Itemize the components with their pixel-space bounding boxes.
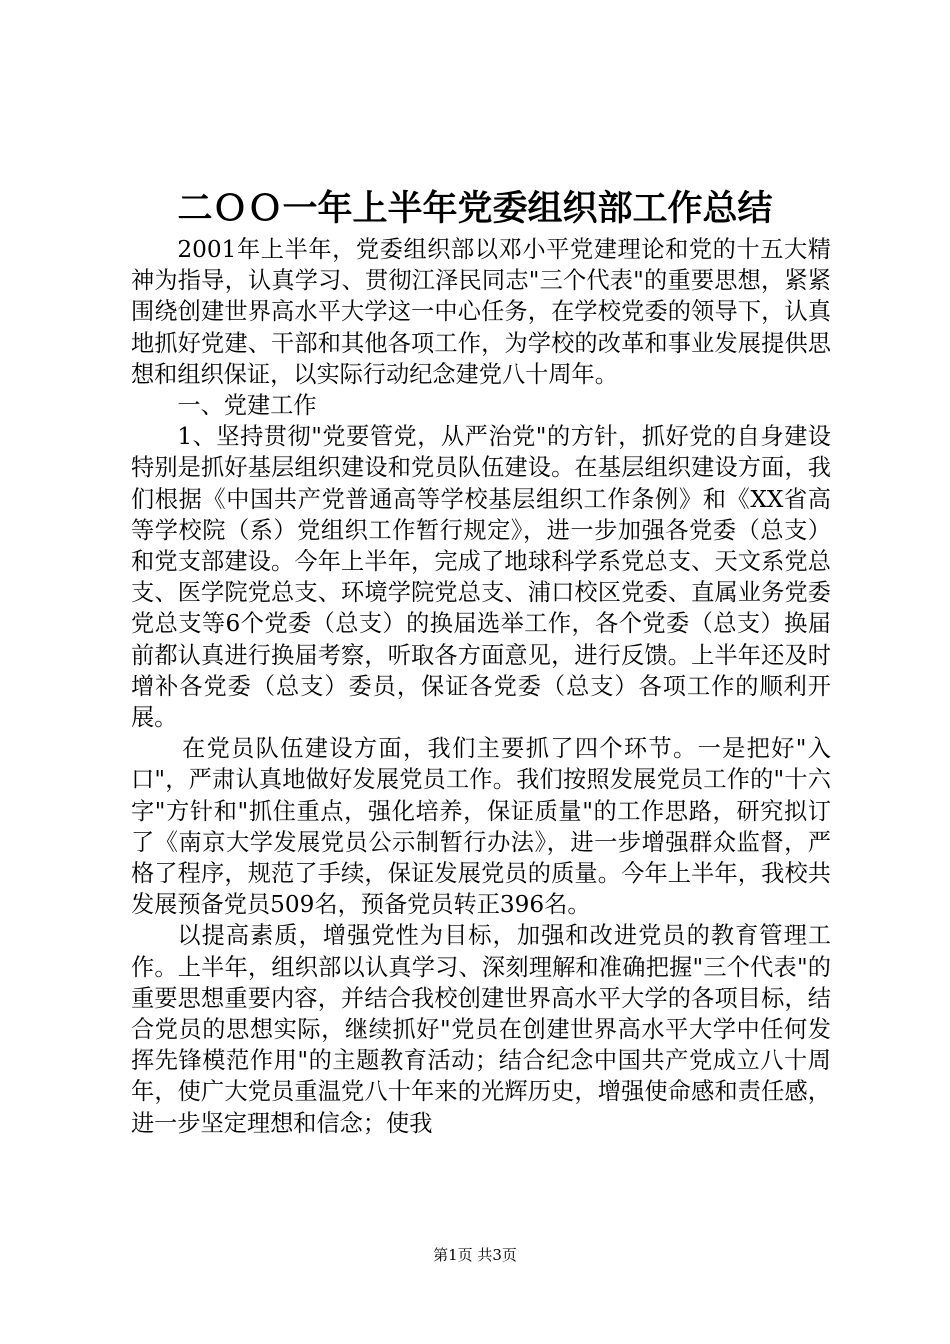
paragraph-intro: 2001年上半年，党委组织部以邓小平党建理论和党的十五大精神为指导，认真学习、贯彻江泽民同志"三个代表"的重要思想，紧紧围绕创建世界高水平大学这一中心任务，在学校党委的领导下，认真地抓好党建、干部和其他各项工作，为学校的改革和事业发展提供思想和组织保证，以实际行动纪念建党八十周年。 [131, 236, 831, 388]
document-title: 二ＯＯ一年上半年党委组织部工作总结 [177, 189, 773, 229]
document-body [131, 234, 831, 1139]
section-heading-party-building: 一、党建工作 [177, 392, 317, 420]
paragraph-member-team-building: 在党员队伍建设方面，我们主要抓了四个环节。一是把好"入口"，严肃认真地做好发展党员工作。我们按照发展党员工作的"十六字"方针和"抓住重点，强化培养，保证质量"的工作思路，研究拟订了《南京大学发展党员公示制暂行办法》，进一步增强群众监督，严格了程序，规范了手续，保证发展党员的质量。今年上半年，我校共发展预备党员509名，预备党员转正396名。 [131, 735, 831, 919]
page-number-footer: 第1页 共3页 [433, 1246, 517, 1264]
paragraph-organization-building: 1、坚持贯彻"党要管党，从严治党"的方针，抓好党的自身建设特别是抓好基层组织建设和党员队伍建设。在基层组织建设方面，我们根据《中国共产党普通高等学校基层组织工作条例》和《XX省高等学校院（系）党组织工作暂行规定》，进一步加强各党委（总支）和党支部建设。今年上半年，完成了地球科学系党总支、天文系党总支、医学院党总支、环境学院党总支、浦口校区党委、直属业务党委党总支等6个党委（总支）的换届选举工作，各个党委（总支）换届前都认真进行换届考察，听取各方面意见，进行反馈。上半年还及时增补各党委（总支）委员，保证各党委（总支）各项工作的顺利开展。 [131, 423, 831, 732]
paragraph-member-education: 以提高素质，增强党性为目标，加强和改进党员的教育管理工作。上半年，组织部以认真学习、深刻理解和准确把握"三个代表"的重要思想重要内容，并结合我校创建世界高水平大学的各项目标，结合党员的思想实际，继续抓好"党员在创建世界高水平大学中任何发挥先锋模范作用"的主题教育活动；结合纪念中国共产党成立八十周年，使广大党员重温党八十年来的光辉历史，增强使命感和责任感，进一步坚定理想和信念；使我 [131, 922, 831, 1137]
